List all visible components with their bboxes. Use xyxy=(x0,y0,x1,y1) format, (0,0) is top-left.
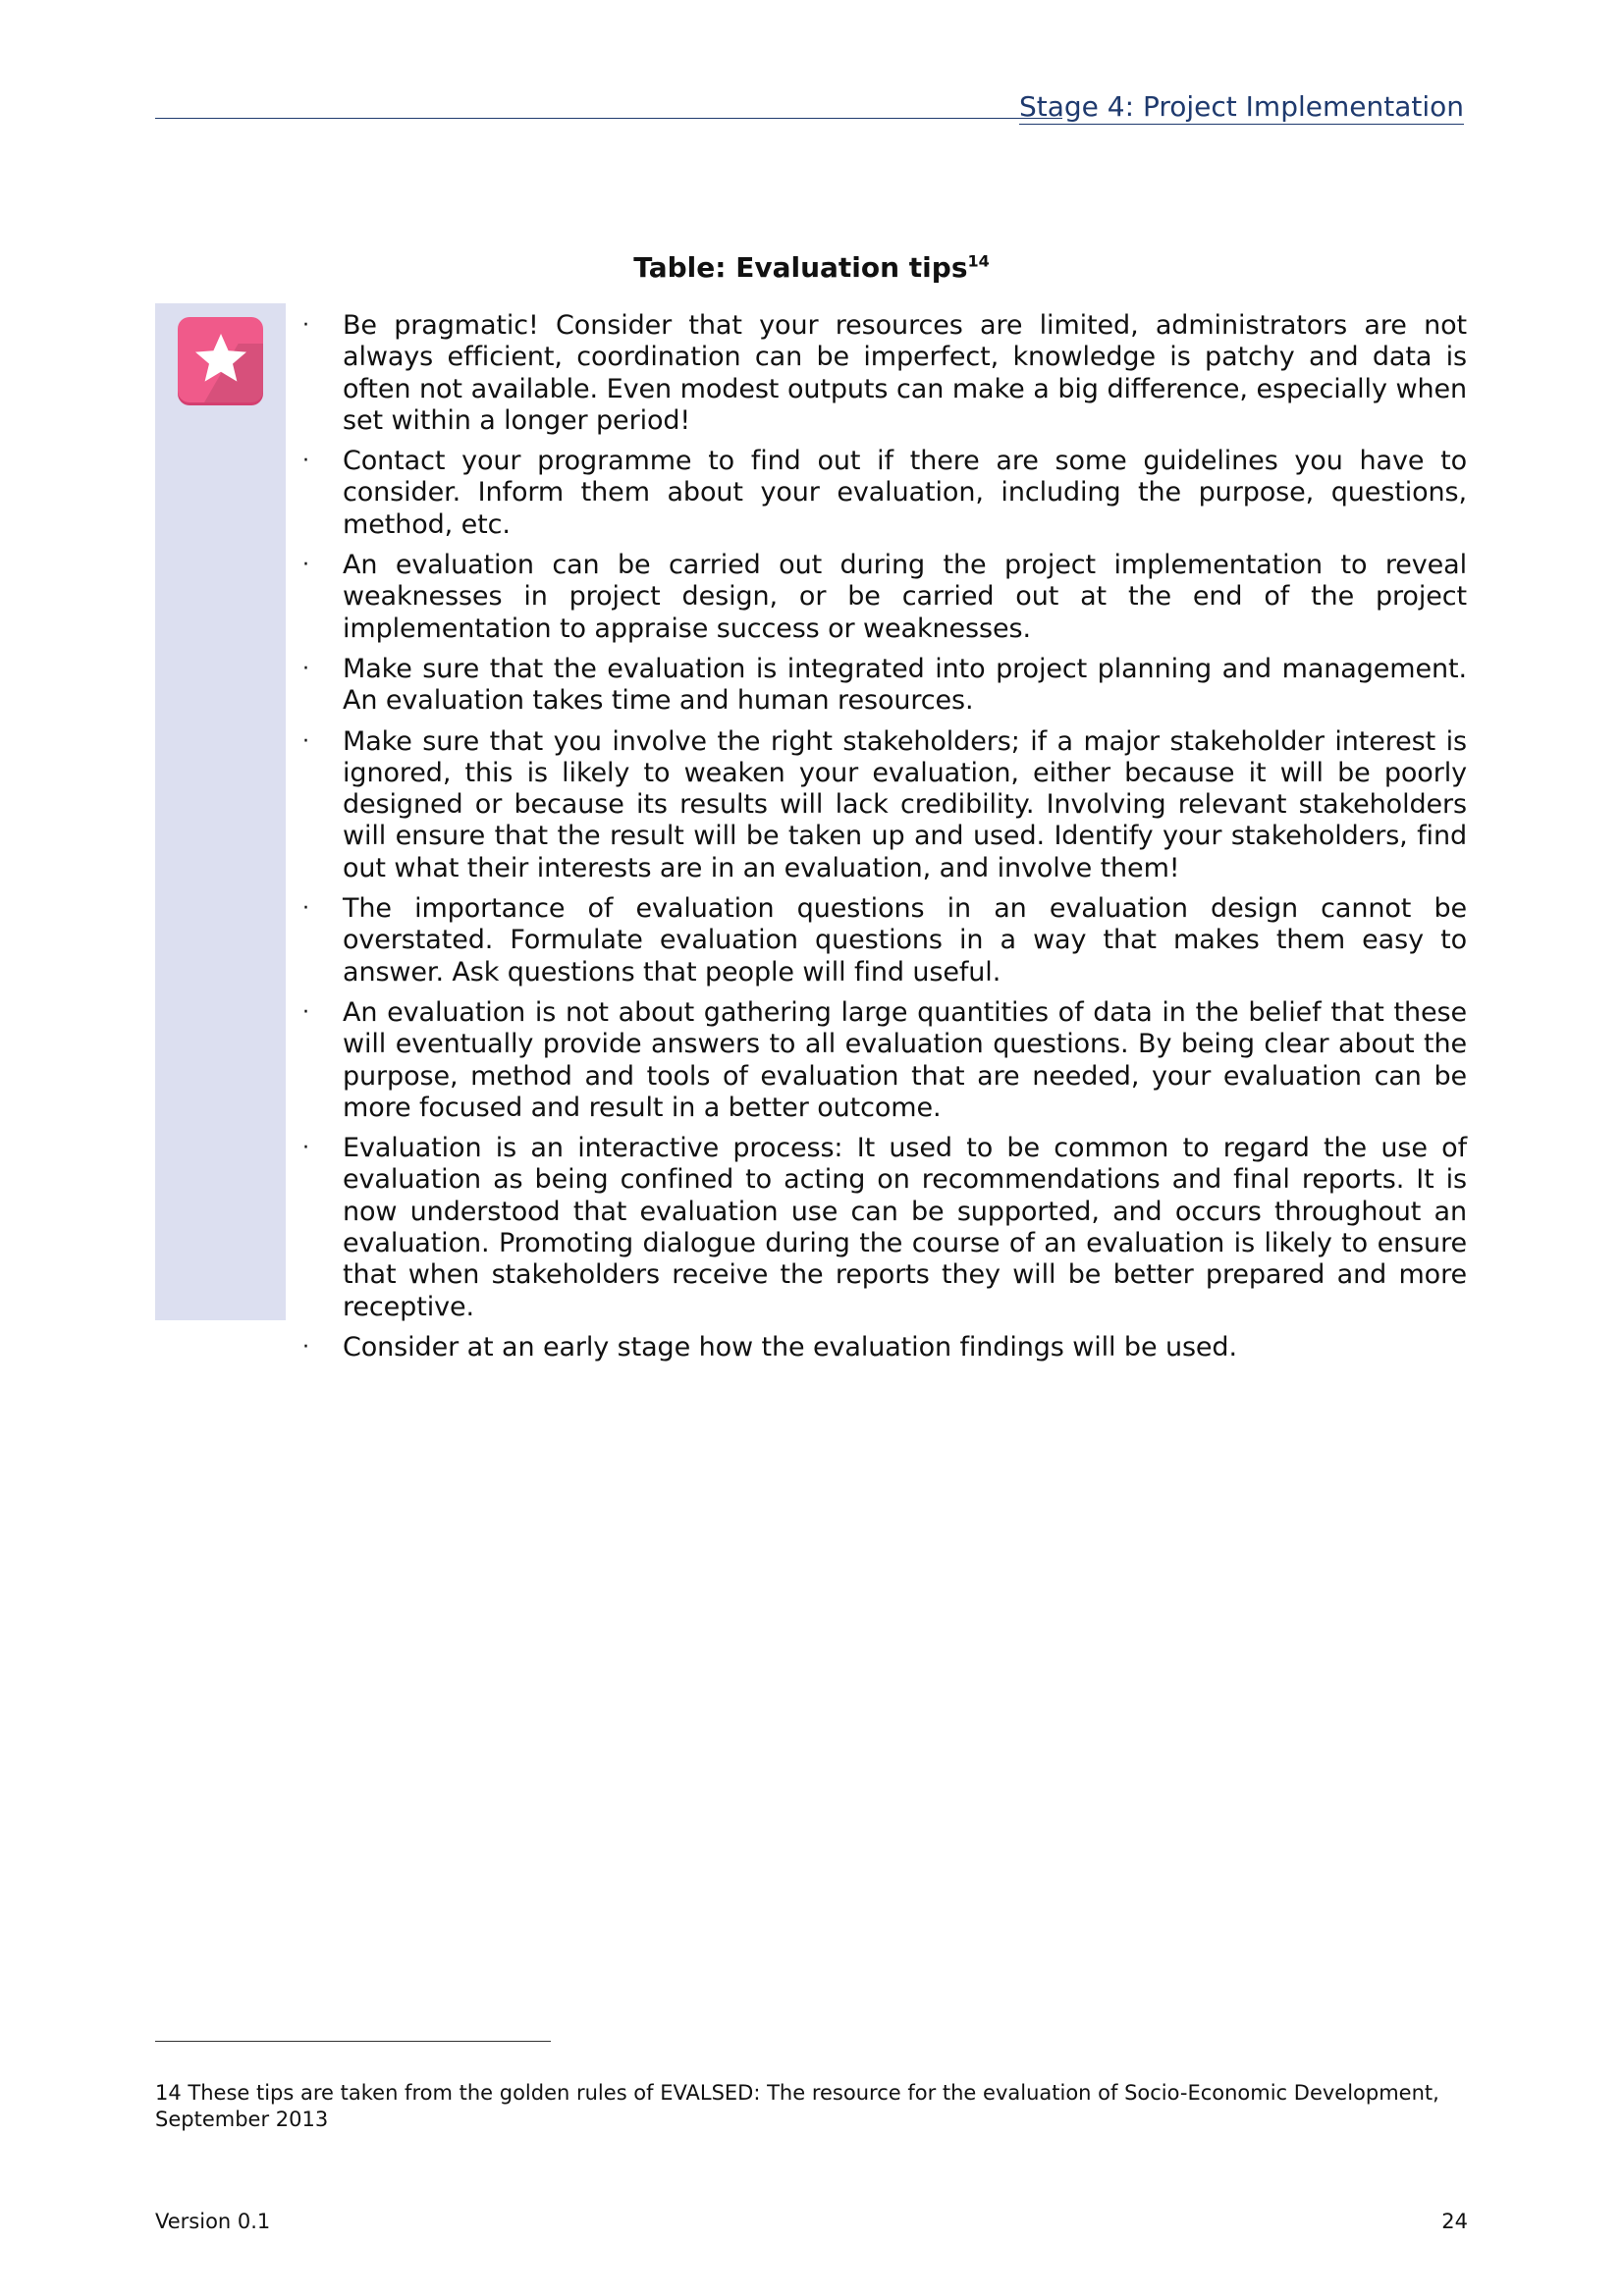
bullet-icon: · xyxy=(302,1334,309,1360)
footnote-rule xyxy=(155,2041,551,2042)
tip-text: Contact your programme to find out if there are some guidelines you have to consider. Inform them about your evaluation, including the purpose, questions, method, etc. xyxy=(343,446,1467,540)
bullet-icon: · xyxy=(302,999,309,1025)
tip-item xyxy=(298,997,1467,1124)
footnote-reference[interactable]: 14 xyxy=(967,251,990,271)
footer-version: Version 0.1 xyxy=(155,2210,271,2233)
bullet-icon: · xyxy=(302,1136,309,1161)
tip-text: Consider at an early stage how the evaluation findings will be used. xyxy=(343,1331,1237,1362)
bullet-icon: · xyxy=(302,728,309,754)
tip-text: An evaluation is not about gathering large quantities of data in the belief that these will eventually provide answers to all evaluation questions. By being clear about the purpose, method and tools of evaluation that are needed, your evaluation can be more focused and result in a better outcome. xyxy=(343,996,1467,1123)
tip-text: Make sure that the evaluation is integrated into project planning and management. An evaluation takes time and human resources. xyxy=(343,653,1467,717)
tips-sidebar xyxy=(155,303,286,1320)
tip-item xyxy=(298,893,1467,988)
tip-text: An evaluation can be carried out during the project implementation to reveal weaknesses in project design, or be carried out at the end of the project implementation to appraise success or weaknesses. xyxy=(343,550,1467,644)
tip-item xyxy=(298,1332,1467,1363)
tip-text: Make sure that you involve the right stakeholders; if a major stakeholder interest is ignored, this is likely to weaken your evaluation, either because it will be poorly designed or because its results will lack credibility. Involving relevant stakeholders will ensure that the result will be taken up and used. Identify your stakeholders, find out what their interests are in an evaluation, and involve them! xyxy=(343,725,1467,883)
tip-item xyxy=(298,550,1467,645)
header-rule xyxy=(155,118,1062,119)
tip-text: The importance of evaluation questions in an evaluation design cannot be overstated. Formulate evaluation questions in a way that makes them easy to answer. Ask questions that people will find useful. xyxy=(343,893,1467,988)
page-number: 24 xyxy=(1441,2210,1468,2233)
tip-item xyxy=(298,726,1467,884)
tip-text: Be pragmatic! Consider that your resources are limited, administrators are not always efficient, coordination can be imperfect, knowledge is patchy and data is often not available. Even modest outputs can make a big difference, especially when set within a longer period! xyxy=(343,310,1467,436)
table-title-text: Table: Evaluation tips xyxy=(633,251,968,284)
evaluation-tips-box xyxy=(155,303,1467,1362)
tip-item xyxy=(298,310,1467,437)
bullet-icon: · xyxy=(302,896,309,922)
bullet-icon: · xyxy=(302,656,309,681)
star-icon xyxy=(191,330,250,389)
bullet-icon: · xyxy=(302,313,309,338)
star-badge xyxy=(178,317,263,402)
tip-item xyxy=(298,654,1467,718)
table-title xyxy=(0,251,1623,284)
bullet-icon: · xyxy=(302,553,309,578)
tip-text: Evaluation is an interactive process: It used to be common to regard the use of evaluation as being confined to acting on recommendations and final reports. It is now understood that evaluation use can be supported, and occurs throughout an evaluation. Promoting dialogue during the course of an evaluation is likely to ensure that when stakeholders receive the reports they will be better prepared and more receptive. xyxy=(343,1133,1467,1322)
running-header-title: Stage 4: Project Implementation xyxy=(1019,90,1464,123)
footnote: 14 These tips are taken from the golden rules of EVALSED: The resource for the evaluation of Socio-Economic Development, September 2013 xyxy=(155,2081,1439,2131)
tip-item xyxy=(298,1133,1467,1323)
tips-list xyxy=(298,310,1467,1372)
bullet-icon: · xyxy=(302,449,309,474)
tip-item xyxy=(298,446,1467,541)
